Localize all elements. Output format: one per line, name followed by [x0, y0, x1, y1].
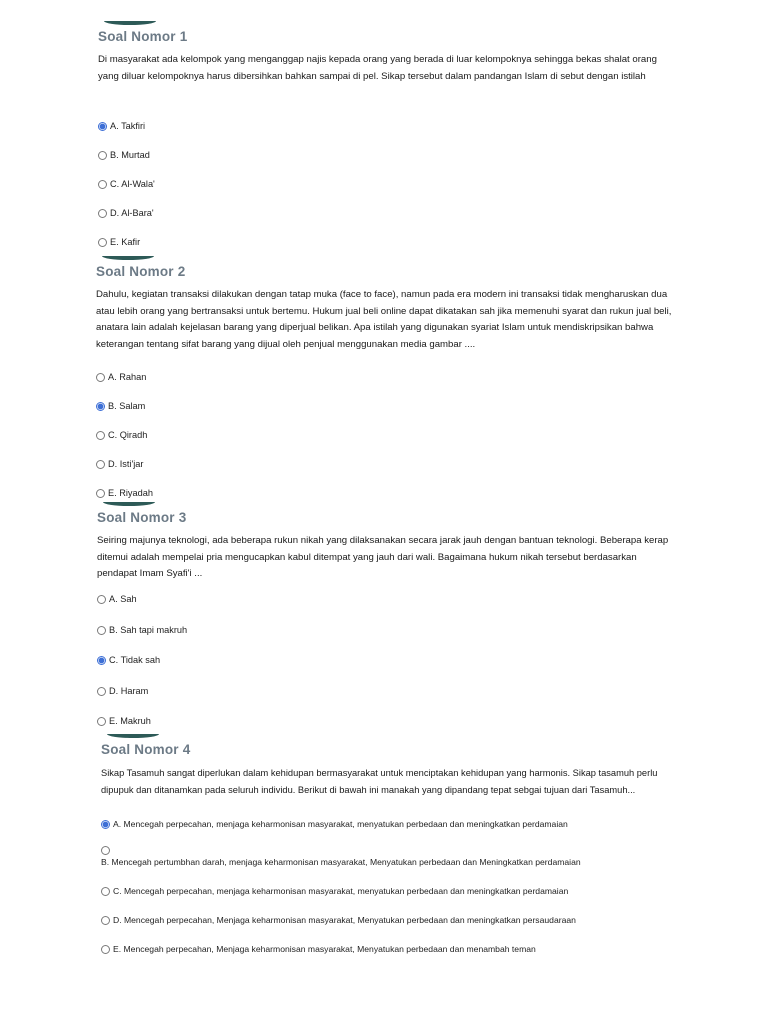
option-c[interactable]	[96, 429, 147, 441]
option-a[interactable]	[96, 371, 146, 383]
question-title: Soal Nomor 4	[101, 742, 191, 757]
radio-button[interactable]	[98, 238, 107, 247]
radio-button[interactable]	[101, 945, 110, 954]
option-e[interactable]	[97, 715, 151, 727]
option-label: C. Qiradh	[108, 430, 148, 440]
option-d[interactable]	[96, 458, 143, 470]
option-e[interactable]	[98, 236, 140, 248]
radio-button[interactable]	[98, 209, 107, 218]
question-title: Soal Nomor 1	[98, 29, 188, 44]
option-label: B. Mencegah pertumbhan darah, menjaga keharmonisan masyarakat, Menyatukan perbedaan dan Meningkatkan perdamaian	[101, 857, 581, 867]
option-a[interactable]	[97, 593, 137, 605]
radio-button[interactable]	[96, 431, 105, 440]
question-text: Seiring majunya teknologi, ada beberapa rukun nikah yang dilaksanakan secara jarak jauh dengan bantuan teknologi. Beberapa kerap ditemui adalah mempelai pria mengucapkan kabul ditempat yang jauh dari wali. Bagaimana hukum nikah tersebut berdasarkan pendapat Imam Syafi'i ...	[97, 535, 669, 579]
option-e[interactable]	[101, 943, 536, 955]
question-text: Di masyarakat ada kelompok yang menganggap najis kepada orang yang berada di luar kelompoknya sehingga bekas shalat orang yang diluar kelompoknya harus dibersihkan bahkan sampai di pel. Sikap tersebut dalam pandangan Islam di sebut dengan istilah	[98, 54, 657, 82]
option-label: E. Mencegah perpecahan, Menjaga keharmonisan masyarakat, Menyatukan perbedaan dan menambah teman	[113, 944, 536, 954]
radio-button-selected[interactable]	[98, 122, 107, 131]
question-text: Sikap Tasamuh sangat diperlukan dalam kehidupan bermasyarakat untuk menciptakan kehidupan yang harmonis. Sikap tasamuh perlu dipupuk dan ditanamkan pada seluruh individu. Berikut di bawah ini manakah yang dipandang tepat sebgai tujuan dari Tasamuh...	[101, 768, 658, 795]
question-accent-bar	[103, 502, 155, 506]
radio-button[interactable]	[98, 180, 107, 189]
option-e[interactable]	[96, 487, 153, 499]
radio-button[interactable]	[101, 846, 110, 855]
radio-button[interactable]	[98, 151, 107, 160]
question-accent-bar	[102, 256, 154, 260]
option-label: A. Mencegah perpecahan, menjaga keharmonisan masyarakat, menyatukan perbedaan dan meningkatkan perdamaian	[113, 819, 568, 829]
option-label: A. Takfiri	[110, 121, 146, 131]
radio-button[interactable]	[96, 460, 105, 469]
question-title: Soal Nomor 2	[96, 264, 186, 279]
option-b[interactable]	[96, 400, 145, 412]
question-1	[98, 21, 698, 251]
option-a[interactable]	[101, 818, 568, 830]
option-label: D. Al-Bara'	[110, 208, 154, 218]
option-label: E. Makruh	[109, 716, 151, 726]
option-b[interactable]	[101, 856, 581, 868]
option-label: E. Riyadah	[108, 488, 153, 498]
option-label: A. Rahan	[108, 372, 147, 382]
option-c[interactable]	[97, 654, 160, 666]
option-label: C. Mencegah perpecahan, menjaga keharmonisan masyarakat, menyatukan perbedaan dan meningkatkan perdamaian	[113, 886, 569, 896]
radio-button[interactable]	[101, 887, 110, 896]
option-label: B. Sah tapi makruh	[109, 625, 188, 635]
question-accent-bar	[107, 734, 159, 738]
option-label: C. Al-Wala'	[110, 179, 155, 189]
option-label: B. Murtad	[110, 150, 150, 160]
radio-button-selected[interactable]	[97, 656, 106, 665]
option-b[interactable]	[98, 149, 150, 161]
radio-button-selected[interactable]	[101, 820, 110, 829]
radio-button[interactable]	[96, 489, 105, 498]
option-d[interactable]	[98, 207, 154, 219]
option-label: B. Salam	[108, 401, 146, 411]
question-2	[96, 256, 696, 500]
radio-button-selected[interactable]	[96, 402, 105, 411]
option-label: D. Isti'jar	[108, 459, 144, 469]
question-title: Soal Nomor 3	[97, 510, 187, 525]
option-label: A. Sah	[109, 594, 137, 604]
option-c[interactable]	[101, 885, 568, 897]
question-accent-bar	[104, 21, 156, 25]
radio-button[interactable]	[97, 626, 106, 635]
option-label: D. Mencegah perpecahan, Menjaga keharmonisan masyarakat, Menyatukan perbedaan dan meningkatkan persaudaraan	[113, 915, 576, 925]
option-d[interactable]	[101, 914, 576, 926]
option-label: E. Kafir	[110, 237, 141, 247]
option-label: C. Tidak sah	[109, 655, 161, 665]
radio-button[interactable]	[101, 916, 110, 925]
radio-button[interactable]	[97, 717, 106, 726]
option-d[interactable]	[97, 685, 148, 697]
option-b[interactable]	[97, 624, 187, 636]
option-c[interactable]	[98, 178, 155, 190]
question-3	[97, 502, 697, 728]
question-text: Dahulu, kegiatan transaksi dilakukan dengan tatap muka (face to face), namun pada era modern ini transaksi tidak mengharuskan dua atau lebih orang yang bertransaksi untuk bertemu. Hukum jual beli online dapat dikatakan sah jika memenuhi syarat dan rukun jual beli, anatara lain adalah kejelasan barang yang diperjual belikan. Apa istilah yang digunakan syariat Islam untuk mendiskripsikan bahwa keterangan tentang sifat barang yang dijual oleh penjual menggunakan media gambar ....	[96, 289, 672, 350]
radio-button[interactable]	[96, 373, 105, 382]
radio-button[interactable]	[97, 595, 106, 604]
option-label: D. Haram	[109, 686, 149, 696]
option-a[interactable]	[98, 120, 145, 132]
question-4	[101, 734, 701, 964]
radio-button[interactable]	[97, 687, 106, 696]
